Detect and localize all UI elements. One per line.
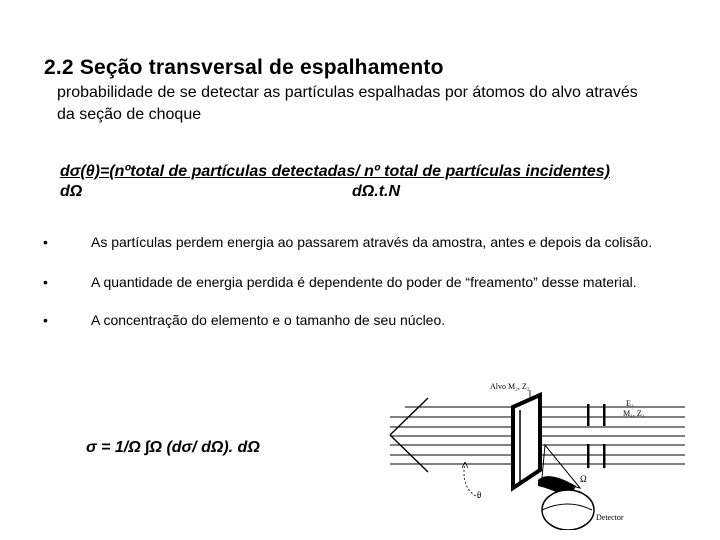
detector-icon [542,490,594,530]
incident-particle-label: M₁, Z₁ [623,409,645,418]
incident-energy-label: E₂ [626,399,634,408]
bullet-marker: • [43,274,48,290]
bullet-marker: • [43,234,48,250]
bullet-text: As partículas perdem energia ao passarem através da amostra, antes e depois da colisão. [91,234,653,250]
scattering-diagram [380,370,690,530]
target-frame [513,395,540,488]
slide-title: 2.2 Seção transversal de espalhamento [44,56,444,79]
bullet-marker: • [43,312,48,328]
beam-arrow-icon [390,398,428,472]
bullet-text: A quantidade de energia perdida é dependente do poder de “freamento” desse material. [91,274,637,290]
slide-subtitle: probabilidade de se detectar as partículas espalhadas por átomos do alvo através da seção de choque [57,84,638,123]
cross-section-formula-denominator-right: dΩ.t.N [352,183,401,200]
total-cross-section-formula: σ = 1/Ω ∫Ω (dσ/ dΩ). dΩ [86,439,260,456]
cross-section-formula-denominator-left: dΩ [60,183,83,200]
detector-label: Detector [596,513,624,522]
cross-section-formula-numerator: dσ(θ)=(nºtotal de partículas detectadas/ nº total de partículas incidentes) [60,163,610,180]
bullet-text: A concentração do elemento e o tamanho de seu núcleo. [91,312,446,328]
angle-label: θ [477,490,482,500]
solid-angle-label: Ω [580,474,587,484]
target-label: Alvo M₂, Z₂ [490,382,530,391]
